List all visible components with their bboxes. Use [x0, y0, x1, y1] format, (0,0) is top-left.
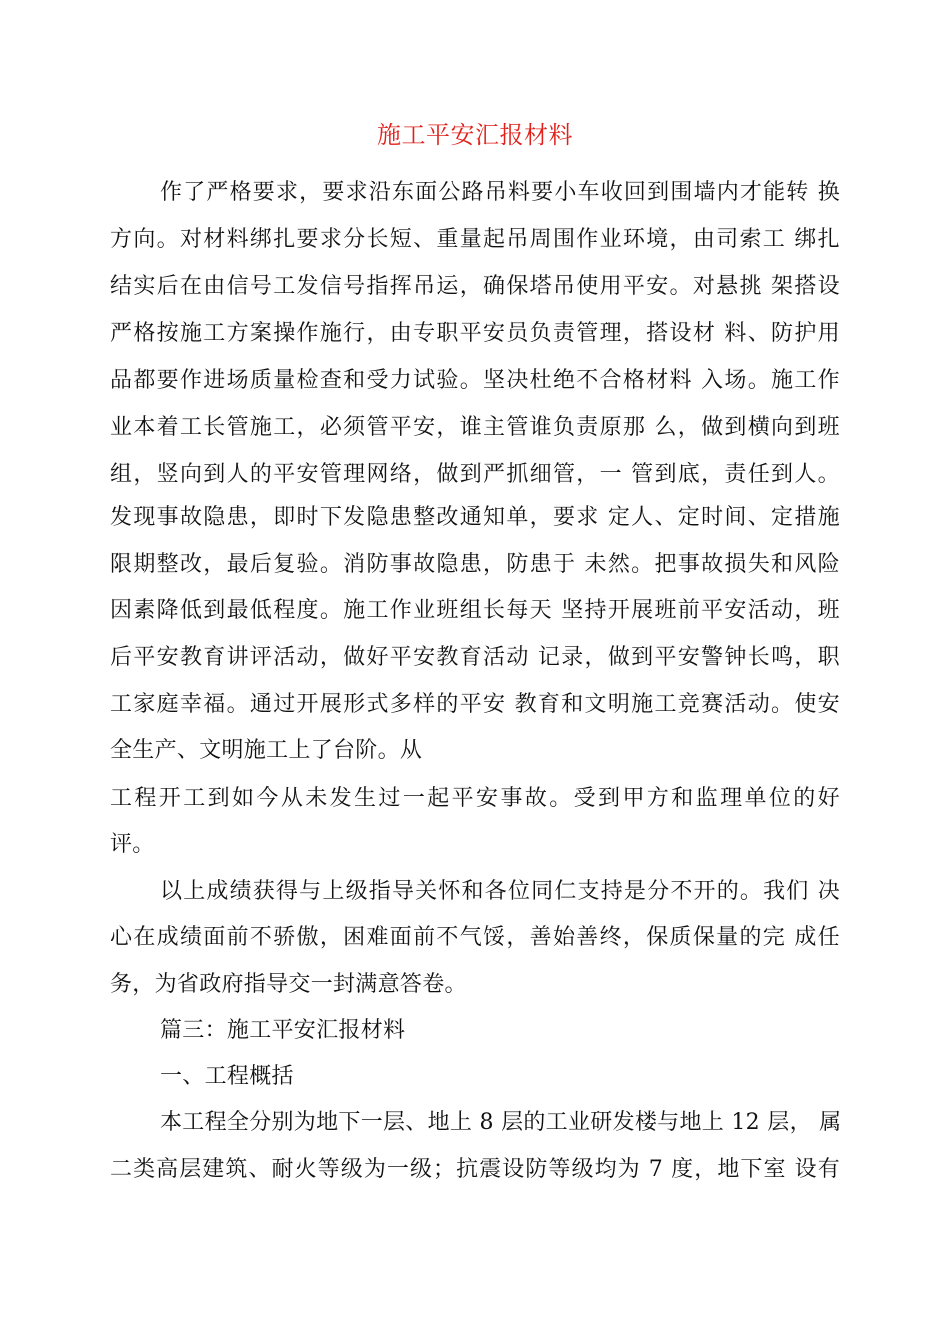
document-title: 施工平安汇报材料	[377, 121, 573, 149]
paragraph-line: 方向。对材料绑扎要求分长短、重量起吊周围作业环境，由司索工 绑扎	[110, 227, 840, 252]
paragraph-line: 品都要作进场质量检查和受力试验。坚决杜绝不合格材料 入场。施工作	[110, 368, 840, 393]
paragraph-line: 本工程全分别为地下一层、地上 8 层的工业研发楼与地上 12 层， 属	[160, 1110, 842, 1135]
paragraph-line: 全生产、文明施工上了台阶。从	[110, 738, 423, 763]
section-heading: 篇三：施工平安汇报材料	[160, 1018, 406, 1043]
paragraph-line: 业本着工长管施工，必须管平安，谁主管谁负责原那 么，做到横向到班	[110, 415, 840, 440]
paragraph-line: 工家庭幸福。通过开展形式多样的平安 教育和文明施工竞赛活动。使安	[110, 692, 840, 717]
paragraph-line: 严格按施工方案操作施行，由专职平安员负责管理，搭设材 料、防护用	[110, 321, 840, 346]
paragraph-line: 限期整改，最后复验。消防事故隐患，防患于 未然。把事故损失和风险	[110, 552, 840, 577]
paragraph-line: 组，竖向到人的平安管理网络，做到严抓细管，一 管到底，责任到人。	[110, 462, 840, 487]
paragraph-line: 后平安教育讲评活动，做好平安教育活动 记录，做到平安警钟长鸣，职	[110, 645, 840, 670]
paragraph-line: 评。	[110, 832, 155, 857]
subsection-heading: 一、工程概括	[160, 1064, 294, 1089]
paragraph-line: 务，为省政府指导交一封满意答卷。	[110, 972, 467, 997]
paragraph-line: 以上成绩获得与上级指导关怀和各位同仁支持是分不开的。我们 决	[160, 879, 840, 904]
paragraph-line: 因素降低到最低程度。施工作业班组长每天 坚持开展班前平安活动，班	[110, 598, 840, 623]
paragraph-line: 发现事故隐患，即时下发隐患整改通知单，要求 定人、定时间、定措施	[110, 505, 840, 530]
paragraph-line: 工程开工到如今从未发生过一起平安事故。受到甲方和监理单位的好	[110, 786, 840, 811]
paragraph-line: 二类高层建筑、耐火等级为一级；抗震设防等级均为 7 度，地下室 设有	[110, 1157, 840, 1182]
paragraph-line: 心在成绩面前不骄傲，困难面前不气馁，善始善终，保质保量的完 成任	[110, 925, 840, 950]
paragraph-line: 结实后在由信号工发信号指挥吊运，确保塔吊使用平安。对悬挑 架搭设	[110, 274, 840, 299]
paragraph-line: 作了严格要求，要求沿东面公路吊料要小车收回到围墙内才能转 换	[160, 180, 840, 205]
